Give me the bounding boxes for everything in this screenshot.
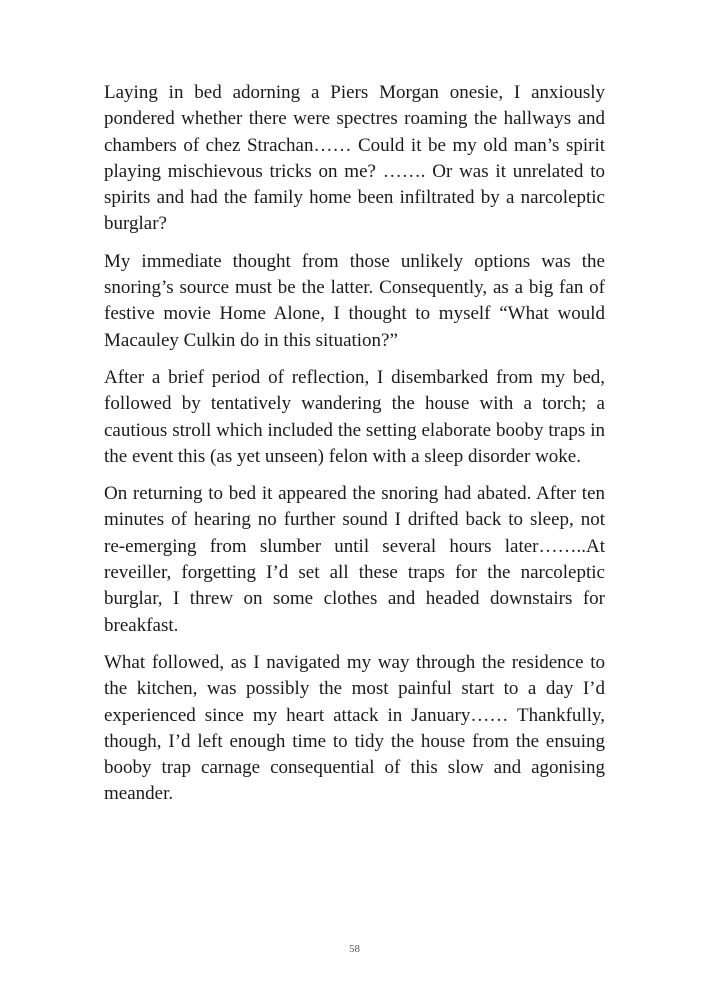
paragraph: Laying in bed adorning a Piers Morgan onesie, I anxiously pondered whether there were spectres roaming the hallways and chambers of chez Strachan…… Could it be my old man’s spirit playing mischievous tricks on me? ……. Or was it unrelated to spirits and had the family home been infiltrated by a narcoleptic burglar? — [104, 82, 605, 235]
page-number: 58 — [349, 943, 360, 955]
paragraph: On returning to bed it appeared the snoring had abated. After ten minutes of hearing no further sound I drifted back to sleep, not re-emerging from slumber until several hours later……..At reveiller, forgetting I’d set all these traps for the narcoleptic burglar, I threw on some clothes and headed downstairs for breakfast. — [104, 483, 605, 636]
paragraph: After a brief period of reflection, I disembarked from my bed, followed by tentatively wandering the house with a torch; a cautious stroll which included the setting elaborate booby traps in the event this (as yet unseen) felon with a sleep disorder woke. — [104, 366, 605, 467]
body-text — [104, 80, 605, 819]
paragraph: My immediate thought from those unlikely options was the snoring’s source must be the latter. Consequently, as a big fan of festive movie Home Alone, I thought to myself “What would Macauley Culkin do in this situation?” — [104, 250, 605, 351]
paragraph: What followed, as I navigated my way through the residence to the kitchen, was possibly the most painful start to a day I’d experienced since my heart attack in January…… Thankfully, though, I’d left enough time to tidy the house from the ensuing booby trap carnage consequential of this slow and agonising meander. — [104, 651, 605, 805]
